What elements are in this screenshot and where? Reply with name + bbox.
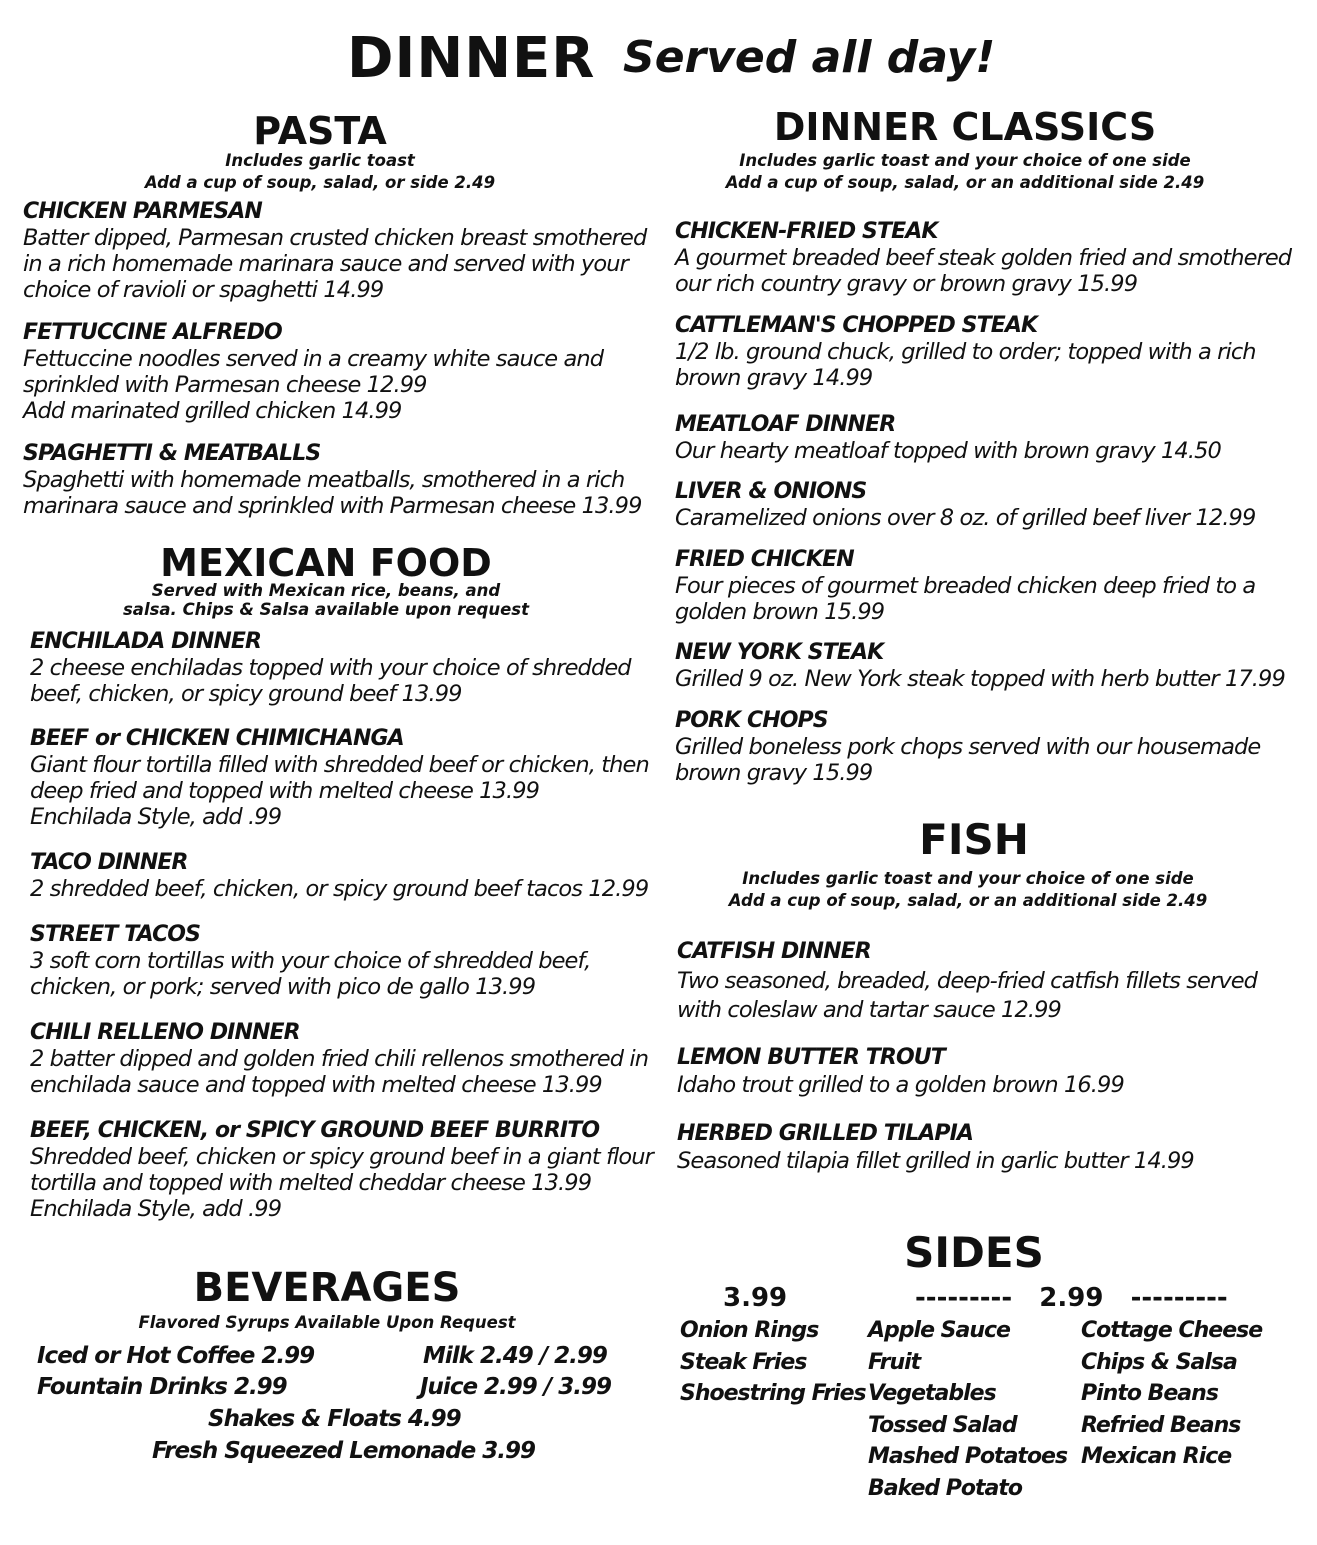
item-name: HERBED GRILLED TILAPIA xyxy=(677,1121,974,1146)
menu-item-enchilada-dinner xyxy=(30,628,650,707)
item-name: FRIED CHICKEN xyxy=(675,547,854,572)
item-desc-line: 2 batter dipped and golden fried chili rellenos smothered in xyxy=(30,1046,649,1072)
side-item: Mashed Potatoes xyxy=(868,1444,1068,1469)
item-desc-line: A gourmet breaded beef steak golden fried and smothered xyxy=(675,245,1292,271)
item-name: ENCHILADA DINNER xyxy=(30,629,262,654)
beverage-item: Juice 2.99 / 3.99 xyxy=(420,1374,611,1400)
item-desc-line: enchilada sauce and topped with melted cheese 13.99 xyxy=(30,1072,602,1098)
sides-column-standard-b xyxy=(1081,1315,1262,1473)
item-desc-line: deep fried and topped with melted cheese 13.99 xyxy=(30,778,540,804)
item-desc-line: beef, chicken, or spicy ground beef 13.99 xyxy=(30,681,462,707)
item-desc-line: 3 soft corn tortillas with your choice of shredded beef, xyxy=(30,948,591,974)
menu-item-fried-chicken xyxy=(675,546,1295,625)
note-line: salsa. Chips & Salsa available upon request xyxy=(122,600,529,619)
side-item: Shoestring Fries xyxy=(680,1381,866,1406)
menu-item-meatloaf-dinner xyxy=(675,411,1295,464)
menu-item-new-york-steak xyxy=(675,639,1295,692)
item-desc-line: Caramelized onions over 8 oz. of grilled beef liver 12.99 xyxy=(675,505,1256,531)
menu-item-taco-dinner xyxy=(30,849,650,902)
section-note-pasta xyxy=(0,150,640,194)
note-line: Served with Mexican rice, beans, and xyxy=(151,581,501,600)
item-desc-line: 1/2 lb. ground chuck, grilled to order; topped with a rich xyxy=(675,339,1256,365)
item-desc-line: choice of ravioli or spaghetti 14.99 xyxy=(23,277,384,303)
item-desc-line: brown gravy 14.99 xyxy=(675,365,873,391)
section-heading-sides: SIDES xyxy=(904,1228,1044,1277)
item-name: BEEF or CHICKEN CHIMICHANGA xyxy=(30,726,404,751)
side-item: Baked Potato xyxy=(868,1475,1023,1501)
side-item: Steak Fries xyxy=(680,1349,807,1375)
item-desc-line: golden brown 15.99 xyxy=(675,599,885,625)
item-name: TACO DINNER xyxy=(30,850,188,875)
item-name: MEATLOAF DINNER xyxy=(675,412,896,437)
side-item: Tossed Salad xyxy=(868,1412,1017,1438)
item-desc-line: in a rich homemade marinara sauce and served with your xyxy=(23,251,629,277)
item-desc-line: marinara sauce and sprinkled with Parmesan cheese 13.99 xyxy=(23,493,642,519)
item-desc-line: Two seasoned, breaded, deep-fried catfish fillets served xyxy=(677,968,1258,994)
item-desc-line: chicken, or pork; served with pico de gallo 13.99 xyxy=(30,974,536,1000)
item-desc-line: our rich country gravy or brown gravy 15.99 xyxy=(675,271,1138,297)
menu-item-herbed-grilled-tilapia xyxy=(677,1120,1297,1176)
item-name: CHICKEN PARMESAN xyxy=(23,199,262,224)
side-item: Pinto Beans xyxy=(1081,1381,1218,1406)
item-desc-line: sprinkled with Parmesan cheese 12.99 xyxy=(23,372,427,398)
item-name: BEEF, CHICKEN, or SPICY GROUND BEEF BURRITO xyxy=(30,1118,600,1143)
beverage-item: Milk 2.49 / 2.99 xyxy=(423,1343,607,1369)
item-name: FETTUCCINE ALFREDO xyxy=(23,320,282,345)
item-desc-line: Grilled 9 oz. New York steak topped with herb butter 17.99 xyxy=(675,666,1285,692)
note-line: Includes garlic toast and your choice of one side xyxy=(739,151,1191,170)
section-heading-classics: DINNER CLASSICS xyxy=(773,105,1157,149)
menu-item-street-tacos xyxy=(30,921,650,1000)
item-desc-line: with coleslaw and tartar sauce 12.99 xyxy=(677,997,1061,1023)
item-desc-line: Enchilada Style, add .99 xyxy=(30,804,282,830)
note-line: Includes garlic toast xyxy=(225,151,415,170)
section-note-fish xyxy=(648,868,1288,912)
side-item: Onion Rings xyxy=(680,1318,819,1343)
item-name: LIVER & ONIONS xyxy=(675,479,867,504)
item-desc-line: Our hearty meatloaf topped with brown gravy 14.50 xyxy=(675,438,1221,464)
item-name: SPAGHETTI & MEATBALLS xyxy=(23,441,321,466)
item-desc-line: Add marinated grilled chicken 14.99 xyxy=(23,398,402,424)
side-item: Mexican Rice xyxy=(1081,1444,1232,1469)
note-line: Includes garlic toast and your choice of one side xyxy=(742,869,1194,888)
menu-item-pork-chops xyxy=(675,707,1295,786)
menu-item-chili-relleno xyxy=(30,1019,650,1098)
item-name: LEMON BUTTER TROUT xyxy=(677,1045,945,1070)
item-desc-line: Enchilada Style, add .99 xyxy=(30,1196,282,1222)
item-desc-line: Giant flour tortilla filled with shredded beef or chicken, then xyxy=(30,752,649,778)
item-name: PORK CHOPS xyxy=(675,708,828,733)
item-name: CATTLEMAN'S CHOPPED STEAK xyxy=(675,313,1038,338)
beverage-item: Iced or Hot Coffee 2.99 xyxy=(37,1343,315,1369)
sides-column-premium xyxy=(680,1315,866,1410)
item-desc-line: Four pieces of gourmet breaded chicken deep fried to a xyxy=(675,573,1256,599)
section-heading-beverages: BEVERAGES xyxy=(193,1265,461,1311)
item-desc-line: brown gravy 15.99 xyxy=(675,760,873,786)
item-desc-line: 2 shredded beef, chicken, or spicy ground beef tacos 12.99 xyxy=(30,876,649,902)
item-name: NEW YORK STEAK xyxy=(675,640,884,665)
side-item: Cottage Cheese xyxy=(1081,1318,1263,1343)
note-line: Add a cup of soup, salad, or an additional side 2.49 xyxy=(728,891,1208,910)
menu-item-catfish-dinner xyxy=(677,938,1297,1025)
side-item: Apple Sauce xyxy=(868,1318,1010,1343)
item-desc-line: Fettuccine noodles served in a creamy white sauce and xyxy=(23,346,604,372)
item-name: CHILI RELLENO DINNER xyxy=(30,1020,300,1045)
item-desc-line: Spaghetti with homemade meatballs, smothered in a rich xyxy=(23,467,625,493)
menu-item-burrito xyxy=(30,1117,653,1222)
item-desc-line: 2 cheese enchiladas topped with your choice of shredded xyxy=(30,655,631,681)
item-desc-line: Shredded beef, chicken or spicy ground beef in a giant flour xyxy=(30,1144,653,1170)
menu-item-cattlemans-chopped-steak xyxy=(675,312,1295,391)
menu-item-spaghetti-meatballs xyxy=(23,440,643,519)
page-title: DINNER xyxy=(347,26,596,91)
menu-item-chicken-parmesan xyxy=(23,198,647,303)
section-note-beverages: Flavored Syrups Available Upon Request xyxy=(138,1313,516,1332)
section-note-mexican xyxy=(6,581,646,619)
menu-item-chicken-fried-steak xyxy=(675,218,1295,297)
sides-price-premium: 3.99 xyxy=(723,1283,788,1313)
menu-item-liver-onions xyxy=(675,478,1295,531)
section-heading-fish: FISH xyxy=(919,815,1029,864)
item-desc-line: Seasoned tilapia fillet grilled in garlic butter 14.99 xyxy=(677,1148,1194,1174)
beverage-item: Shakes & Floats 4.99 xyxy=(208,1406,461,1432)
menu-item-lemon-butter-trout xyxy=(677,1044,1297,1100)
note-line: Add a cup of soup, salad, or side 2.49 xyxy=(144,173,496,192)
side-item: Vegetables xyxy=(868,1381,996,1406)
item-desc-line: Idaho trout grilled to a golden brown 16.99 xyxy=(677,1072,1124,1098)
side-item: Fruit xyxy=(868,1349,921,1375)
beverage-item: Fresh Squeezed Lemonade 3.99 xyxy=(152,1438,535,1464)
item-desc-line: tortilla and topped with melted cheddar cheese 13.99 xyxy=(30,1170,592,1196)
menu-item-fettuccine-alfredo xyxy=(23,319,643,424)
item-desc-line: Batter dipped, Parmesan crusted chicken breast smothered xyxy=(23,225,647,251)
sides-price-standard: --------- 2.99 --------- xyxy=(915,1283,1228,1313)
sides-column-standard-a xyxy=(868,1315,1067,1504)
item-name: CHICKEN-FRIED STEAK xyxy=(675,219,938,244)
side-item: Refried Beans xyxy=(1081,1412,1241,1438)
section-heading-pasta: PASTA xyxy=(253,109,387,153)
page-subtitle: Served all day! xyxy=(623,32,996,83)
section-heading-mexican: MEXICAN FOOD xyxy=(160,541,492,585)
item-desc-line: Grilled boneless pork chops served with our housemade xyxy=(675,734,1261,760)
item-name: STREET TACOS xyxy=(30,922,201,947)
beverage-item: Fountain Drinks 2.99 xyxy=(37,1374,287,1400)
item-name: CATFISH DINNER xyxy=(677,939,871,964)
menu-item-chimichanga xyxy=(30,725,650,830)
side-item: Chips & Salsa xyxy=(1081,1349,1237,1375)
note-line: Add a cup of soup, salad, or an additional side 2.49 xyxy=(725,173,1205,192)
section-note-classics xyxy=(645,150,1285,194)
